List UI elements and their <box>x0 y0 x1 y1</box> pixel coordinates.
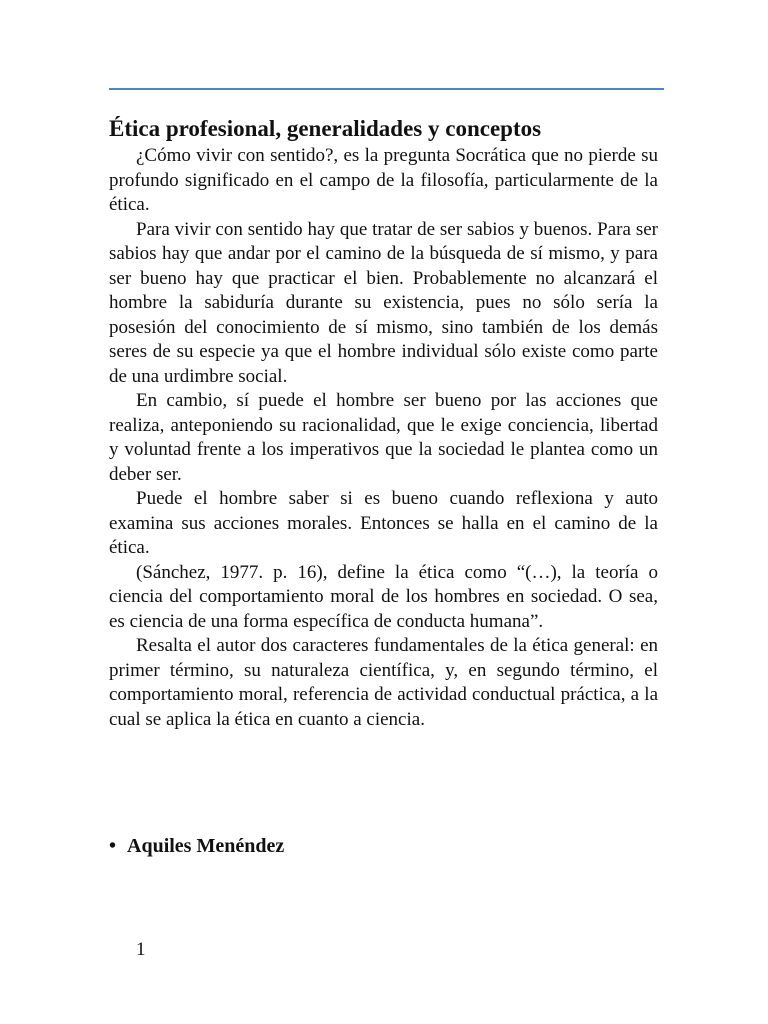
author-name: Aquiles Menéndez <box>127 835 285 857</box>
paragraph: Puede el hombre saber si es bueno cuando reflexiona y auto examina sus acciones morales. Entonces se halla en el camino de la ética. <box>109 488 658 558</box>
document-body <box>109 144 658 732</box>
author-line <box>109 832 284 860</box>
paragraph: (Sánchez, 1977. p. 16), define la ética como “(…), la teoría o ciencia del comportamiento moral de los hombres en sociedad. O sea, es ciencia de una forma específica de conducta humana”. <box>109 561 658 632</box>
bullet-icon: • <box>109 835 117 857</box>
page-number: 1 <box>136 939 146 960</box>
paragraph: Para vivir con sentido hay que tratar de ser sabios y buenos. Para ser sabios hay que andar por el camino de la búsqueda de sí mismo, y para ser bueno hay que practicar el bien. Probablemente no alcanzará el hombre la sabiduría durante su existencia, pues no sólo sería la posesión del conocimiento de sí mismo, sino también de los demás seres de su especie ya que el hombre individual sólo existe como parte de una urdimbre social. <box>109 218 658 387</box>
paragraph: Resalta el autor dos caracteres fundamentales de la ética general: en primer término, su naturaleza científica, y, en segundo término, el comportamiento moral, referencia de actividad conductual práctica, a la cual se aplica la ética en cuanto a ciencia. <box>109 635 658 730</box>
paragraph: En cambio, sí puede el hombre ser bueno por las acciones que realiza, anteponiendo su racionalidad, que le exige conciencia, libertad y voluntad frente a los imperativos que la sociedad le plantea como un deber ser. <box>109 390 658 485</box>
header-rule <box>109 88 664 90</box>
paragraph: ¿Cómo vivir con sentido?, es la pregunta Socrática que no pierde su profundo significado en el campo de la filosofía, particularmente de la ética. <box>109 145 658 215</box>
document-title: Ética profesional, generalidades y conceptos <box>109 116 542 141</box>
